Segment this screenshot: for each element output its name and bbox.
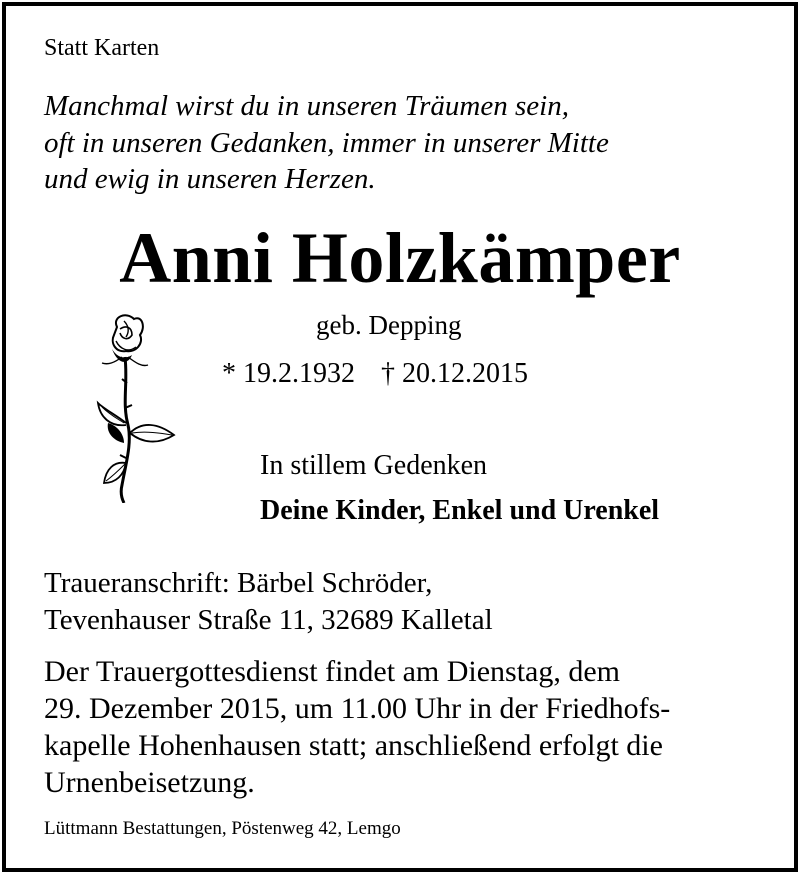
service-line: 29. Dezember 2015, um 11.00 Uhr in der Friedhofs- <box>44 692 671 725</box>
mourners-names: Deine Kinder, Enkel und Urenkel <box>260 495 660 526</box>
mourners-intro: In stillem Gedenken <box>260 450 488 481</box>
birth-date: * 19.2.1932 <box>222 358 355 389</box>
maiden-name: geb. Depping <box>316 310 462 340</box>
poem-line: oft in unseren Gedanken, immer in unserer Mitte <box>44 127 609 159</box>
deceased-name: Anni Holzkämper <box>119 218 681 298</box>
poem-line: Manchmal wirst du in unseren Träumen sein, <box>44 90 569 122</box>
undertaker-footer: Lüttmann Bestattungen, Pöstenweg 42, Lemgo <box>44 818 401 839</box>
service-line: Der Trauergottesdienst findet am Dienstag, dem <box>44 655 621 688</box>
death-date: † 20.12.2015 <box>381 358 528 389</box>
life-dates <box>222 360 528 388</box>
address-line: Traueranschrift: Bärbel Schröder, <box>44 567 433 599</box>
address-line: Tevenhauser Straße 11, 32689 Kalletal <box>44 604 493 636</box>
service-line: kapelle Hohenhausen statt; anschließend erfolgt die <box>44 729 663 762</box>
poem-line: und ewig in unseren Herzen. <box>44 163 376 195</box>
service-line: Urnenbeisetzung. <box>44 766 255 799</box>
rose-icon <box>92 313 182 503</box>
statt-karten-label: Statt Karten <box>44 35 160 61</box>
